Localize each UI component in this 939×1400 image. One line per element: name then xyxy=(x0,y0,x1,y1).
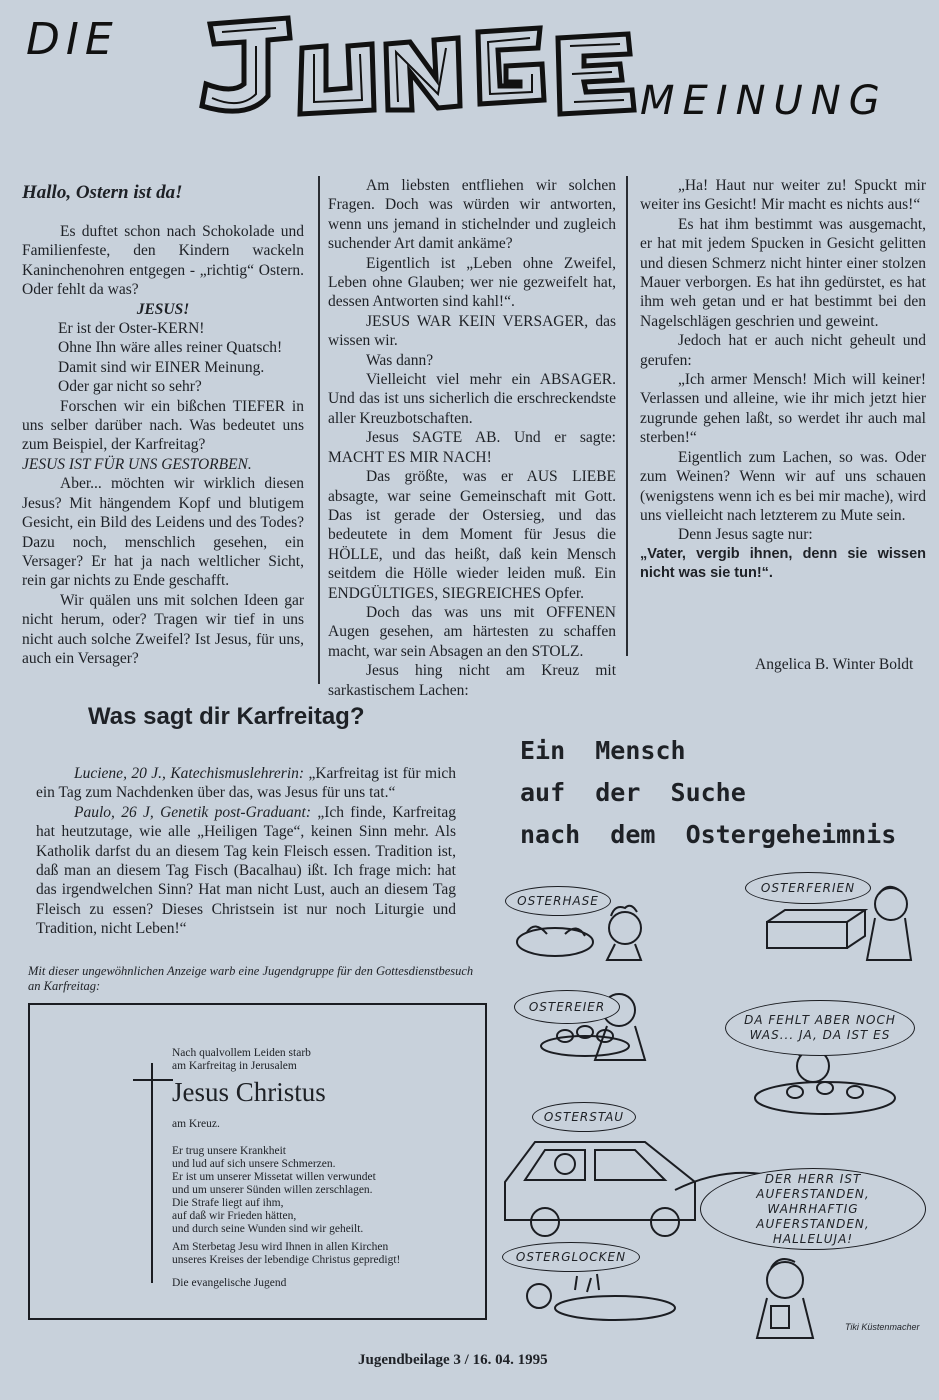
article-column-1 xyxy=(22,222,304,668)
notice-line: und durch seine Wunden sind wir geheilt. xyxy=(172,1223,364,1235)
article-author: Angelica B. Winter Boldt xyxy=(755,656,914,673)
speech-bubble-line: DER HERR IST xyxy=(764,1171,862,1186)
paragraph: Jesus hing nicht am Kreuz mit sarkastischem Lachen: xyxy=(328,662,616,699)
speech-bubble: OSTERGLOCKEN xyxy=(502,1242,640,1272)
comic-title-line: nach dem Ostergeheimnis xyxy=(520,820,897,849)
bible-icon xyxy=(771,1306,789,1328)
notice-line: am Karfreitag in Jerusalem xyxy=(172,1060,297,1072)
speech-bubble xyxy=(725,1000,915,1056)
notice-line: Er trug unsere Krankheit xyxy=(172,1145,287,1157)
speech-bubble: OSTERHASE xyxy=(505,886,611,916)
speech-bubble: OSTERFERIEN xyxy=(745,872,871,904)
paragraph: Oder gar nicht so sehr? xyxy=(58,378,202,396)
quote-author: Luciene, 20 J., Katechismuslehrerin: xyxy=(74,765,305,782)
quote-author: Paulo, 26 J, Genetik post-Graduant: xyxy=(74,803,312,821)
speech-bubble: OSTERSTAU xyxy=(532,1102,636,1132)
paragraph: „Vater, vergib ihnen, denn sie wissen nicht was sie tun!“. xyxy=(640,545,926,582)
speech-bubble-line: HALLELUJA! xyxy=(772,1231,854,1246)
paragraph: Damit sind wir EINER Meinung. xyxy=(58,358,265,376)
paragraph: JESUS IST FÜR UNS GESTORBEN. xyxy=(22,455,252,473)
quote-text: „Ich finde, Karfreitag hat heutzutage, wie alle „Heiligen Tage“, keinen Sinn mehr. Als Katholik darfst du an diesem Tag kein Fleisch essen. Tradition ist, daß man an diesem Tag Fisch (Bacalhau) ißt. Ich frage mich: hat das irgendwelchen Sinn? Hat man nicht Lust, auch an diesem Tag Fleisch zu essen? Dieses Christsein ist nur noch Liturgie und Tradition, nicht Leben!“ xyxy=(36,803,457,938)
notice-line: Die Strafe liegt auf ihm, xyxy=(172,1197,284,1209)
paragraph: „Ha! Haut nur weiter zu! Spuckt mir weiter ins Gesicht! Mir macht es nichts aus!“ xyxy=(640,177,926,214)
paragraph: Aber... möchten wir wirklich diesen Jesus? Mit hängendem Kopf und blutigem Gesicht, ein Bild des Leidens und des Todes? Dazu noch, menschlich gesehen, ein Versager? Er hat ja nach weltlicher Sicht, rein gar nichts zu Ende geschafft. xyxy=(22,475,304,590)
notice-line: und lud auf sich unsere Schmerzen. xyxy=(172,1158,336,1170)
illustrator-signature: Tiki Küstenmacher xyxy=(845,1322,920,1332)
notice-line: auf daß wir Frieden hätten, xyxy=(172,1210,297,1222)
comic-title xyxy=(520,730,896,856)
quote-text: „Karfreitag ist für mich ein Tag zum Nachdenken über das, was Jesus für uns tat.“ xyxy=(36,765,457,802)
paragraph: Doch das was uns mit OFFENEN Augen gesehen, am härtesten zu schaffen macht, war sein Absagen an den STOLZ. xyxy=(328,603,616,660)
masthead-junge-logo xyxy=(188,14,638,124)
paragraph: Was dann? xyxy=(366,351,434,369)
paragraph: Es duftet schon nach Schokolade und Familienfeste, den Kindern wackeln Kaninchenohren entgegen - „richtig“ Ostern. Oder fehlt da was? xyxy=(22,223,304,299)
comic-title-line: Ein Mensch xyxy=(520,736,686,765)
article-column-3 xyxy=(640,176,926,584)
quotes-block xyxy=(36,764,456,939)
speech-bubble xyxy=(700,1168,926,1250)
masthead-meinung: MEINUNG xyxy=(640,78,888,124)
page-footer: Jugendbeilage 3 / 16. 04. 1995 xyxy=(358,1352,548,1368)
article-title: Hallo, Ostern ist da! xyxy=(22,182,183,203)
comic-title-line: auf der Suche xyxy=(520,778,746,807)
gift-box-icon xyxy=(767,922,847,948)
notice-line: und um unserer Sünden willen zerschlagen. xyxy=(172,1184,373,1196)
article-column-2 xyxy=(328,176,616,700)
flower-icon xyxy=(575,1274,599,1292)
paragraph: Wir quälen uns mit solchen Ideen gar nicht herum, oder? Tragen wir tief in uns nicht auch solche Zweifel? Ist Jesus, für uns, auch ein Versager? xyxy=(22,591,304,667)
obituary-notice xyxy=(28,1003,487,1320)
notice-line: Nach qualvollem Leiden starb xyxy=(172,1047,311,1059)
speech-bubble-line: WAS... JA, DA IST ES xyxy=(749,1028,891,1042)
masthead-die: DIE xyxy=(26,14,119,65)
paragraph: Eigentlich ist „Leben ohne Zweifel, Leben ohne Glauben; wer nie gezweifelt hat, dessen Antworten sind kahl!“. xyxy=(328,254,616,311)
egg-pile-icon xyxy=(755,1082,895,1114)
paragraph: Denn Jesus sagte nur: xyxy=(678,526,813,544)
cross-icon xyxy=(151,1063,153,1283)
notice-signature: Die evangelische Jugend xyxy=(172,1277,287,1289)
paragraph: Ohne Ihn wäre alles reiner Quatsch! xyxy=(58,339,283,357)
character-head xyxy=(609,912,641,944)
notice-name: Jesus Christus xyxy=(172,1077,326,1107)
paragraph: Jedoch hat er auch nicht geheult und gerufen: xyxy=(640,332,926,369)
paragraph: Es hat ihm bestimmt was ausgemacht, er hat mit jedem Spucken in Gesicht gelitten und diesen Schmerz nicht hinter einer stolzen Mauer verborgen. Es hat ihn gedürstet, es hat ihm weh getan und er hat bestimmt bei den Nagelschlägen geschrien und geweint. xyxy=(640,215,926,330)
section-title: Was sagt dir Karfreitag? xyxy=(88,703,365,730)
notice-line: unseres Kreises der lebendige Christus gepredigt! xyxy=(172,1254,401,1266)
character-lying xyxy=(555,1296,675,1320)
notice-line: Am Sterbetag Jesu wird Ihnen in allen Kirchen xyxy=(172,1241,389,1253)
paragraph: JESUS! xyxy=(136,300,190,318)
notice-line: Er ist um unserer Missetat willen verwundet xyxy=(172,1171,376,1183)
paragraph: Eigentlich zum Lachen, so was. Oder zum Weinen? Wenn wir auf uns schauen (wenigstens wenn ich es bei mir mache), wird uns vielleicht nach letzterem zu Mute sein. xyxy=(640,448,926,524)
paragraph: Vielleicht viel mehr ein ABSAGER. Und das ist uns sicherlich die erschreckendste aller Kreuzbotschaften. xyxy=(328,371,616,427)
paragraph: „Ich armer Mensch! Mich will keiner! Verlassen und alleine, wie ihr mich jetzt hier zugrunde gehen laßt, so werdet ihr auch mal sterben!“ xyxy=(640,371,926,447)
paragraph: Am liebsten entfliehen wir solchen Fragen. Doch was würden wir antworten, wenn uns jemand in stichelnder und zugleich suchender Art damit ankäme? xyxy=(328,177,616,253)
column-divider xyxy=(318,176,320,684)
character-head xyxy=(555,1154,575,1174)
paragraph: Das größte, was er AUS LIEBE absagte, war seine Gemeinschaft mit Gott. Das ist gerade der Ostersieg, und das bedeutete in dem Moment für Jesus die HÖLLE, und das heißt, daß kein Mensch seitdem die Hölle wieder leiden muß. Ein ENDGÜLTIGES, SIEGREICHES Opfer. xyxy=(328,468,616,602)
speech-bubble: OSTEREIER xyxy=(514,990,620,1024)
column-divider xyxy=(626,176,628,656)
character-head xyxy=(527,1284,551,1308)
paragraph: Forschen wir ein bißchen TIEFER in uns selber darüber nach. Was bedeutet uns zum Beispiel, der Karfreitag? xyxy=(22,397,304,454)
notice-intro: Mit dieser ungewöhnlichen Anzeige warb eine Jugendgruppe für den Gottesdienstbesuch an Karfreitag: xyxy=(28,964,474,993)
speech-bubble-line: WAHRHAFTIG AUFERSTANDEN, xyxy=(756,1201,870,1231)
paragraph: Er ist der Oster-KERN! xyxy=(58,320,205,338)
paragraph: JESUS WAR KEIN VERSAGER, das wissen wir. xyxy=(328,312,616,350)
speech-bubble-line: AUFERSTANDEN, xyxy=(756,1186,870,1201)
notice-line: am Kreuz. xyxy=(172,1118,220,1130)
paragraph: Jesus SAGTE AB. Und er sagte: MACHT ES MIR NACH! xyxy=(328,429,616,466)
speech-bubble-line: DA FEHLT ABER NOCH xyxy=(744,1013,896,1027)
cross-icon-bar xyxy=(133,1079,173,1081)
